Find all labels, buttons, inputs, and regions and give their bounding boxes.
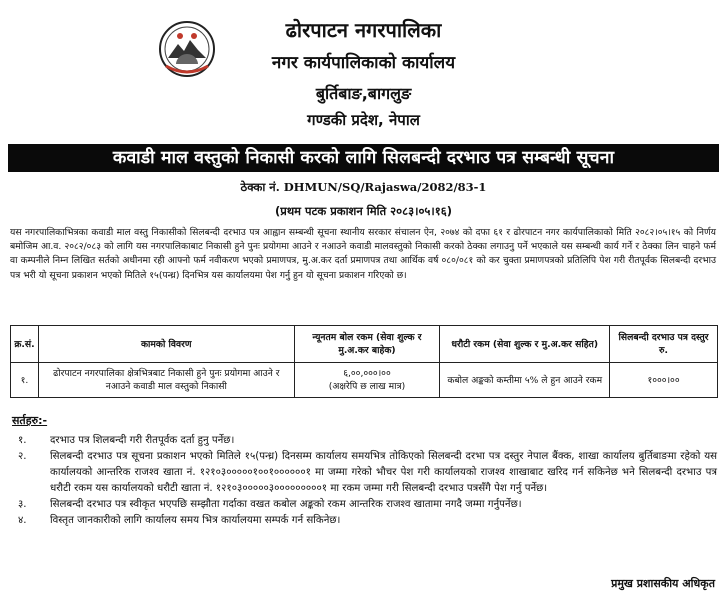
- intro-paragraph: यस नगरपालिकाभित्रका कवाडी माल वस्तु निकासीको सिलबन्दी दरभाउ पत्र आह्वान सम्बन्धी सूचना स्थानीय सरकार संचालन ऐन, २०७४ को दफा ६१ र ढोरपाटन नगर कार्यपालिकाको मिति २०८२।०५।१५ को निर्णय बमोजिम आ.व. २०८२/०८३ को लागि यस नगरपालिकाबाट निकासी हुने पुनः प्रयोगमा आउने र नआउने कवाडी मालवस्तुको निकासी करको ठेक्का लगाउनु पर्ने भएकाले यस सम्बन्धी कार्य गर्ने र ठेक्का लिन चाहने फर्म वा कम्पनीले निम्न लिखित सर्तको अधीनमा रही आफ्नो फर्म नवीकरण भएको प्रमाणपत्र, मु.अ.कर दर्ता प्रमाणपत्र तथा आर्थिक वर्ष ०८०/०८१ को कर चुक्ता प्रमाणपत्रको प्रतिलिपि पेश गरी रीतपूर्वक सिलबन्दी दरभाउ पत्र भरी यो सूचना प्रकाशन भएको मितिले १५(पन्ध्र) दिनभित्र यस कार्यालयमा पेश गर्नु हुन यो सूचना प्रकाशन गरिएको छ।: [10, 227, 717, 281]
- list-item: १. दरभाउ पत्र शिलबन्दी गरी रीतपूर्वक दर्ता हुनु पर्नेछ।: [18, 435, 235, 446]
- col-header-deposit: धरौटी रकम (सेवा शुल्क र मु.अ.कर सहित): [440, 326, 610, 363]
- signatory-title: प्रमुख प्रशासकीय अधिकृत: [611, 577, 715, 590]
- col-header-description: कामको विवरण: [38, 326, 294, 363]
- contract-number: ठेक्का नं. DHMUN/SQ/Rajaswa/2082/83-1: [240, 180, 487, 194]
- list-item: २. सिलबन्दी दरभाउ पत्र सूचना प्रकाशन भएको मितिले १५(पन्ध्र) दिनसम्म कार्यालय समयभित्र तोकिएको सिलबन्दी दरभा पत्र दस्तुर नेपाल बैंक्क, शाखा कार्यालय बुर्तिबाङमा रहेको यस कार्यालयको आन्तरिक राजश्व खाता नं. १२१०३०००००१००१००००००१ मा जम्मा गरेको भौचर पेश गरी कार्यालयको राजश्व शाखाबाट खरिद गर्न सकिनेछ भने सिलबन्दी दरभाउ पत्र धरौटी रकम यस कार्यालयको धरौटी खाता नं. १२१०३०००००३०००००००००१ मा रकम जम्मा गरी सिलबन्दी दरभाउ पत्रसँगै पेश गर्नु पर्नेछ।: [18, 451, 717, 494]
- province-name: गण्डकी प्रदेश, नेपाल: [307, 111, 420, 129]
- terms-heading: सर्तहरु:-: [12, 414, 48, 427]
- col-header-sn: क्र.सं.: [11, 326, 39, 363]
- cell-min-bid: [294, 363, 440, 398]
- list-item: ४. विस्तृत जानकारीको लागि कार्यालय समय भित्र कार्यालयमा सम्पर्क गर्न सकिनेछ।: [18, 515, 341, 526]
- cell-sn: १.: [11, 363, 39, 398]
- col-header-min-bid: न्यूनतम बोल रकम (सेवा शुल्क र मु.अ.कर बाहेक): [294, 326, 440, 363]
- office-name: नगर कार्यपालिकाको कार्यालय: [271, 53, 456, 73]
- table-header-row: [11, 326, 718, 363]
- min-bid-words: (अक्षरेपि छ लाख मात्र): [328, 381, 406, 392]
- table-row: [11, 363, 718, 398]
- notice-title: कवाडी माल वस्तुको निकासी करको लागि सिलबन्दी दरभाउ पत्र सम्बन्धी सूचना: [8, 144, 719, 172]
- min-bid-amount: ६,००,०००।००: [343, 368, 391, 379]
- col-header-fee: सिलबन्दी दरभाउ पत्र दस्तुर रु.: [610, 326, 718, 363]
- cell-deposit: कबोल अङ्कको कम्तीमा ५% ले हुन आउने रकम: [440, 363, 610, 398]
- cell-fee: १०००।००: [610, 363, 718, 398]
- terms-list: [12, 433, 717, 529]
- publication-date: (प्रथम पटक प्रकाशन मिति २०८३।०५।१६): [275, 204, 452, 218]
- tender-table: [10, 325, 718, 398]
- office-location: बुर्तिबाङ,बागलुङ: [315, 84, 412, 103]
- list-item: ३. सिलबन्दी दरभाउ पत्र स्वीकृत भएपछि सम्झौता गर्दाका वखत कबोल अङ्कको रकम आन्तरिक राजश्व खातामा नगदै जम्मा गर्नुपर्नेछ।: [18, 499, 522, 510]
- org-name: ढोरपाटन नगरपालिका: [285, 18, 442, 42]
- cell-description: ढोरपाटन नगरपालिका क्षेत्रभित्रबाट निकासी हुने पुनः प्रयोगमा आउने र नआउने कवाडी माल वस्तुको निकासी: [38, 363, 294, 398]
